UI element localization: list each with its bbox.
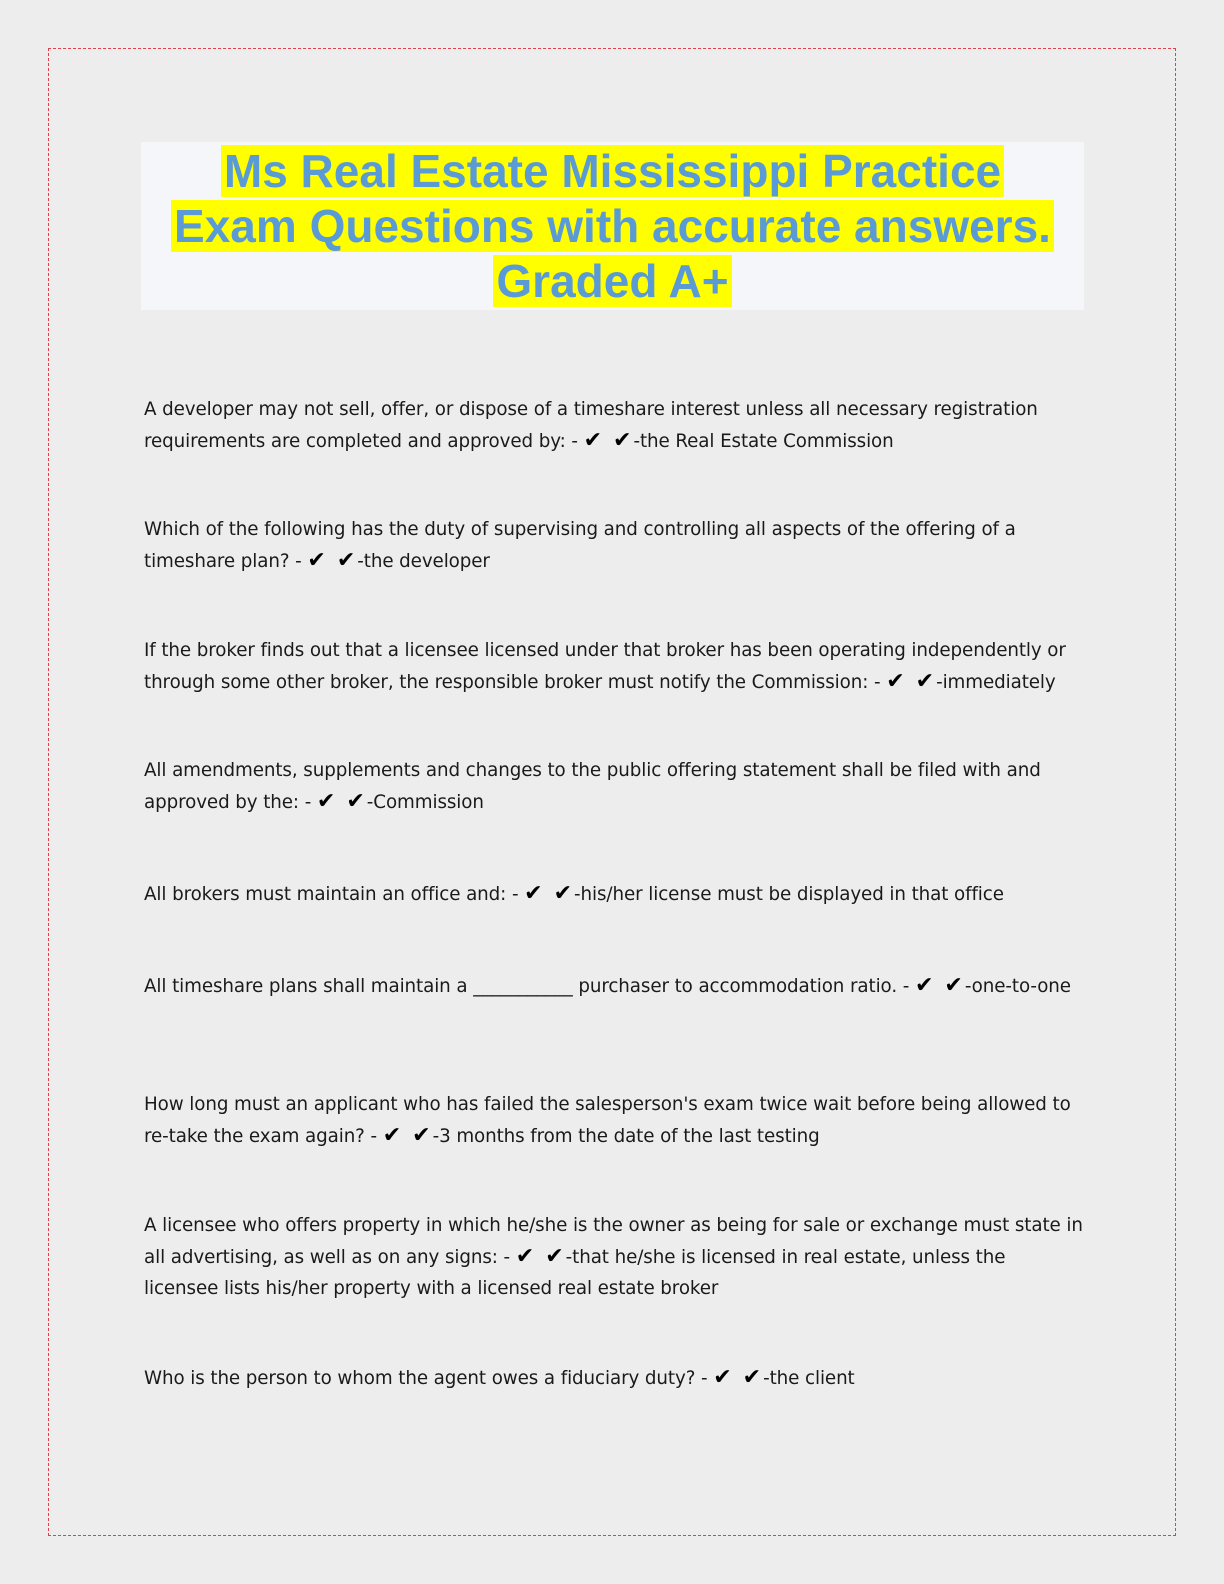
double-check-icon: ✔ ✔ <box>307 548 358 573</box>
document-title <box>141 142 1084 310</box>
question-text: A licensee who offers property in which he/she is the owner as being for sale or exchange must state in all advertising, as well as on any signs: - <box>144 1215 1083 1268</box>
qa-item <box>144 1089 1084 1152</box>
double-check-icon: ✔ ✔ <box>524 881 575 906</box>
qa-item <box>144 394 1084 457</box>
double-check-icon: ✔ ✔ <box>583 428 634 453</box>
question-text: Who is the person to whom the agent owes a fiduciary duty? - <box>144 1368 708 1389</box>
qa-item <box>144 635 1084 698</box>
qa-item <box>144 878 1084 910</box>
question-text: All brokers must maintain an office and: - <box>144 884 519 905</box>
question-text: Which of the following has the duty of supervising and controlling all aspects of the offering of a timeshare plan? - <box>144 519 1016 572</box>
question-text: All amendments, supplements and changes to the public offering statement shall be filed with and approved by the: - <box>144 760 1041 813</box>
qa-item <box>144 1210 1084 1304</box>
qa-item <box>144 755 1084 818</box>
double-check-icon: ✔ ✔ <box>316 789 367 814</box>
question-text: If the broker finds out that a licensee licensed under that broker has been operating independently or through some other broker, the responsible broker must notify the Commission: - <box>144 640 1066 693</box>
answer-text: -that he/she is licensed in real estate, unless the licensee lists his/her property with a licensed real estate broker <box>144 1247 1006 1299</box>
double-check-icon: ✔ ✔ <box>382 1123 433 1148</box>
double-check-icon: ✔ ✔ <box>713 1365 764 1390</box>
double-check-icon: ✔ ✔ <box>914 973 965 998</box>
answer-text: -his/her license must be displayed in that office <box>574 884 1004 905</box>
question-text: How long must an applicant who has failed the salesperson's exam twice wait before being allowed to re-take the exam again? - <box>144 1094 1071 1147</box>
answer-text: -Commission <box>366 792 484 813</box>
answer-text: -the client <box>763 1368 855 1389</box>
answer-text: -the developer <box>357 551 490 572</box>
title-line-1: Ms Real Estate Mississippi Practice <box>141 144 1084 199</box>
answer-text: -3 months from the date of the last testing <box>432 1126 820 1147</box>
title-line-3: Graded A+ <box>141 254 1084 309</box>
qa-item <box>144 970 1084 1002</box>
title-line-2: Exam Questions with accurate answers. <box>141 199 1084 254</box>
qa-item <box>144 514 1084 577</box>
answer-text: -one-to-one <box>964 976 1071 997</box>
answer-text: -immediately <box>936 672 1056 693</box>
question-text: All timeshare plans shall maintain a ___________ purchaser to accommodation ratio. - <box>144 976 910 997</box>
double-check-icon: ✔ ✔ <box>886 669 937 694</box>
double-check-icon: ✔ ✔ <box>515 1244 566 1269</box>
question-text: A developer may not sell, offer, or dispose of a timeshare interest unless all necessary registration requirements are completed and approved by: - <box>144 399 1038 452</box>
answer-text: -the Real Estate Commission <box>633 431 894 452</box>
qa-item <box>144 1362 1084 1394</box>
